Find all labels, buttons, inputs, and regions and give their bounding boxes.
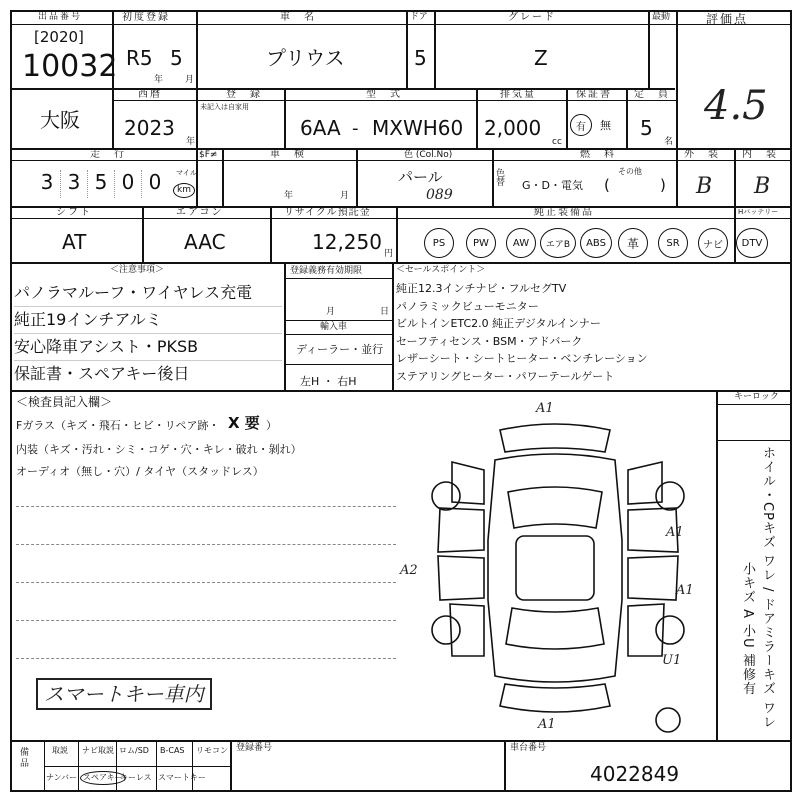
sales-item: 純正12.3インチナビ・フルセグTV bbox=[396, 282, 567, 295]
reg-no-label: 登録番号 bbox=[236, 743, 273, 753]
handle-label: 最動 bbox=[652, 12, 671, 22]
interior: B bbox=[754, 174, 771, 199]
damage-mark: A1 bbox=[676, 583, 694, 598]
divider bbox=[284, 364, 392, 365]
divider bbox=[10, 390, 792, 392]
warranty-yes: 有 bbox=[570, 114, 592, 136]
divider bbox=[116, 740, 117, 792]
divider bbox=[648, 10, 650, 88]
warranty-no: 無 bbox=[600, 119, 611, 132]
equipment-ps: PS bbox=[424, 228, 454, 258]
ruled-line bbox=[16, 658, 396, 659]
recycle-label: リサイクル預託金 bbox=[284, 207, 371, 218]
divider bbox=[10, 218, 792, 219]
divider bbox=[504, 740, 506, 792]
mileage-unit-km: km bbox=[173, 183, 195, 198]
footer-item-circled: スペアキー bbox=[80, 771, 126, 785]
ac: AAC bbox=[184, 230, 226, 254]
sales-list bbox=[396, 280, 714, 385]
lot-bracket: [2020] bbox=[34, 28, 84, 46]
footer-item: ナビ取説 bbox=[82, 746, 114, 755]
inspection-line3: オーディオ（無し・穴）/ タイヤ（スタッドレス） bbox=[16, 465, 264, 478]
reg-note: 未記入は自家用 bbox=[200, 103, 249, 111]
divider bbox=[10, 262, 792, 264]
mileage-digit: 0 bbox=[115, 170, 142, 198]
reg-day: 日 bbox=[380, 307, 390, 317]
first-reg-year-unit: 年 bbox=[154, 75, 164, 85]
color: パール bbox=[398, 168, 443, 186]
divider bbox=[196, 10, 198, 88]
divider bbox=[196, 148, 198, 206]
divider bbox=[44, 740, 45, 792]
divider bbox=[716, 404, 792, 405]
inspection-title: ＜検査員記入欄＞ bbox=[16, 395, 113, 409]
vehicle-check-label: 車 検 bbox=[270, 149, 306, 160]
vehicle-check-year: 年 bbox=[284, 191, 294, 201]
caution-item: 安心降車アシスト・PKSB bbox=[14, 334, 282, 361]
exterior: B bbox=[696, 174, 713, 199]
mileage-unit-mile: マイル bbox=[176, 169, 197, 177]
divider bbox=[270, 206, 272, 262]
equipment-airbag: エアB bbox=[540, 228, 576, 258]
divider bbox=[10, 206, 792, 208]
divider bbox=[434, 10, 436, 88]
caution-item: パノラマルーフ・ワイヤレス充電 bbox=[14, 280, 282, 307]
inspection-line1-end: ） bbox=[266, 419, 277, 432]
divider bbox=[284, 334, 392, 335]
warranty-label: 保証書 bbox=[576, 89, 612, 100]
divider bbox=[112, 88, 114, 148]
grade-label: グレード bbox=[508, 12, 556, 23]
equipment-dtv: DTV bbox=[736, 228, 768, 258]
divider bbox=[476, 88, 478, 148]
footer-item: 取説 bbox=[52, 746, 68, 755]
vehicle-check-month: 月 bbox=[340, 191, 350, 201]
first-reg-era: R5 bbox=[126, 46, 153, 70]
year: 2023 bbox=[124, 116, 175, 140]
displacement: 2,000 bbox=[484, 116, 542, 140]
lot-number: 10032 bbox=[22, 49, 118, 84]
divider bbox=[284, 88, 286, 148]
sales-item: セーフティセンス・BSM・アドバーク bbox=[396, 334, 583, 348]
car-name-label: 車 名 bbox=[280, 12, 316, 23]
equip-label: 備品 bbox=[20, 748, 30, 769]
inspection-line1-mark: X 要 bbox=[228, 414, 260, 432]
equipment-list bbox=[424, 228, 790, 258]
color-no: 089 bbox=[426, 187, 453, 203]
footer-item: スマートキー bbox=[158, 773, 206, 782]
equipment-aw: AW bbox=[506, 228, 536, 258]
equipment-leather: 革 bbox=[618, 228, 648, 258]
grade: Z bbox=[534, 46, 548, 70]
divider bbox=[716, 390, 718, 740]
equipment-navi: ナビ bbox=[698, 228, 728, 258]
mileage-digit: 3 bbox=[34, 170, 61, 198]
first-reg-month-unit: 月 bbox=[185, 75, 195, 85]
capacity: 5 bbox=[640, 116, 653, 140]
divider bbox=[222, 148, 224, 206]
divider bbox=[10, 148, 792, 150]
mileage-digits bbox=[34, 170, 174, 198]
divider bbox=[676, 10, 678, 148]
mileage-label: 走 行 bbox=[90, 149, 126, 160]
caution-label: ＜注意事項＞ bbox=[110, 265, 165, 275]
doors-label: ドア bbox=[410, 12, 428, 22]
keylock-label: キーロック bbox=[734, 392, 779, 402]
divider bbox=[284, 320, 392, 321]
divider bbox=[230, 740, 232, 792]
divider bbox=[392, 262, 394, 390]
rating-label: 評価点 bbox=[706, 12, 749, 26]
sales-item: パノラミックビューモニター bbox=[396, 299, 539, 313]
mileage-digit: 3 bbox=[61, 170, 88, 198]
year-unit: 年 bbox=[186, 137, 196, 147]
divider bbox=[626, 88, 628, 148]
first-reg-year: 5 bbox=[170, 46, 183, 70]
caution-item: 保証書・スペアキー後日 bbox=[14, 364, 190, 383]
vehicle-check-code: $F≠ bbox=[199, 150, 218, 160]
damage-mark: A1 bbox=[666, 525, 684, 540]
divider bbox=[716, 440, 792, 441]
divider bbox=[44, 766, 230, 767]
car-name: プリウス bbox=[266, 46, 345, 70]
divider bbox=[192, 740, 193, 792]
region: 大阪 bbox=[40, 108, 80, 132]
chassis-no: 4022849 bbox=[590, 762, 680, 786]
stamp-smart-key: スマートキー車内 bbox=[36, 678, 212, 710]
equipment-label: 純正装備品 bbox=[534, 207, 594, 218]
chassis-label: 車台番号 bbox=[510, 743, 547, 753]
fuel-options: G・D・電気 bbox=[522, 179, 583, 192]
divider bbox=[284, 262, 286, 390]
exterior-label: 外 装 bbox=[684, 149, 720, 160]
ac-label: エアコン bbox=[176, 207, 224, 218]
caution-item: 純正19インチアルミ bbox=[14, 307, 282, 334]
equipment-pw: PW bbox=[466, 228, 496, 258]
damage-legend-2: 小キズ A 小U 補修有 bbox=[740, 562, 755, 696]
recycle-unit: 円 bbox=[384, 249, 394, 259]
displacement-label: 排気量 bbox=[500, 89, 536, 100]
equipment-abs: ABS bbox=[580, 228, 612, 258]
damage-mark: A2 bbox=[400, 563, 418, 578]
fuel-paren-open: ( bbox=[604, 176, 610, 194]
divider bbox=[10, 160, 792, 161]
rating: 4.5 bbox=[704, 83, 768, 129]
recycle: 12,250 bbox=[312, 230, 382, 254]
steering: 左H ・ 右H bbox=[300, 375, 357, 388]
sales-label: ＜セールスポイント＞ bbox=[396, 265, 486, 275]
damage-mark: U1 bbox=[662, 653, 682, 668]
inspection-line2: 内装（キズ・汚れ・シミ・コゲ・穴・キレ・破れ・剝れ） bbox=[16, 443, 302, 456]
shift: AT bbox=[62, 230, 87, 254]
divider bbox=[284, 278, 392, 279]
divider bbox=[356, 148, 358, 206]
fuel-label: 燃 料 bbox=[580, 149, 616, 160]
model-dash: - bbox=[352, 118, 359, 139]
sales-item: ステアリングヒーター・パワーテールゲート bbox=[396, 369, 615, 383]
model-prefix: 6AA bbox=[300, 116, 341, 140]
mileage-digit: 0 bbox=[148, 170, 162, 194]
ruled-line bbox=[16, 506, 396, 507]
battery-label: Hバッテリー bbox=[738, 208, 779, 216]
color-change: 色替 bbox=[496, 169, 506, 188]
model-code: MXWH60 bbox=[372, 116, 464, 140]
fuel-paren-close: ) bbox=[660, 176, 666, 194]
divider bbox=[396, 206, 398, 262]
year-label: 西暦 bbox=[138, 89, 162, 100]
fuel-other: その他 bbox=[618, 167, 642, 176]
sales-item: ビルトインETC2.0 純正デジタルインナー bbox=[396, 317, 601, 330]
damage-legend: ホイル・CPキズ ワレ / ドアミラーキズ ワレ bbox=[760, 446, 775, 729]
damage-mark: A1 bbox=[536, 401, 554, 416]
first-reg-label: 初度登録 bbox=[122, 12, 170, 23]
capacity-label: 定 員 bbox=[634, 89, 670, 100]
sales-item: レザーシート・シートヒーター・ベンチレーション bbox=[396, 352, 648, 365]
divider bbox=[156, 740, 157, 792]
divider bbox=[196, 88, 198, 148]
doors: 5 bbox=[414, 46, 427, 70]
footer-item: ナンバー bbox=[46, 773, 78, 782]
model-label: 型 式 bbox=[366, 89, 402, 100]
capacity-unit: 名 bbox=[664, 137, 674, 147]
footer-item: リモコン bbox=[196, 746, 228, 755]
interior-label: 内 装 bbox=[742, 149, 778, 160]
footer-item: キーレス bbox=[120, 773, 152, 782]
shift-label: シフト bbox=[56, 207, 92, 218]
color-label: 色 (Col.No) bbox=[404, 150, 453, 160]
divider bbox=[676, 148, 678, 206]
displacement-unit: cc bbox=[552, 137, 562, 147]
footer-item: B-CAS bbox=[160, 746, 185, 755]
reg-expiry-label: 登録義務有効期限 bbox=[290, 266, 363, 276]
ruled-line bbox=[16, 544, 396, 545]
reg-month: 月 bbox=[326, 307, 336, 317]
import-label: 輸入車 bbox=[320, 322, 348, 332]
divider bbox=[10, 740, 792, 742]
divider bbox=[10, 24, 792, 25]
mileage-digit: 5 bbox=[88, 170, 115, 198]
damage-mark: A1 bbox=[538, 717, 556, 732]
car-diagram bbox=[400, 400, 716, 736]
divider bbox=[78, 740, 79, 792]
inspection-line1: Fガラス（キズ・飛石・ヒビ・リペア跡・ bbox=[16, 419, 220, 432]
dealer: ディーラー・並行 bbox=[296, 343, 384, 356]
footer-item: ロム/SD bbox=[119, 746, 149, 755]
ruled-line bbox=[16, 582, 396, 583]
divider bbox=[142, 206, 144, 262]
lot-label: 出品番号 bbox=[38, 12, 83, 22]
equipment-sunroof: SR bbox=[658, 228, 688, 258]
divider bbox=[406, 10, 408, 88]
caution-list bbox=[14, 280, 282, 387]
divider bbox=[734, 148, 736, 206]
divider bbox=[492, 148, 494, 206]
divider bbox=[566, 88, 568, 148]
ruled-line bbox=[16, 620, 396, 621]
reg-label: 登 録 bbox=[226, 89, 262, 100]
